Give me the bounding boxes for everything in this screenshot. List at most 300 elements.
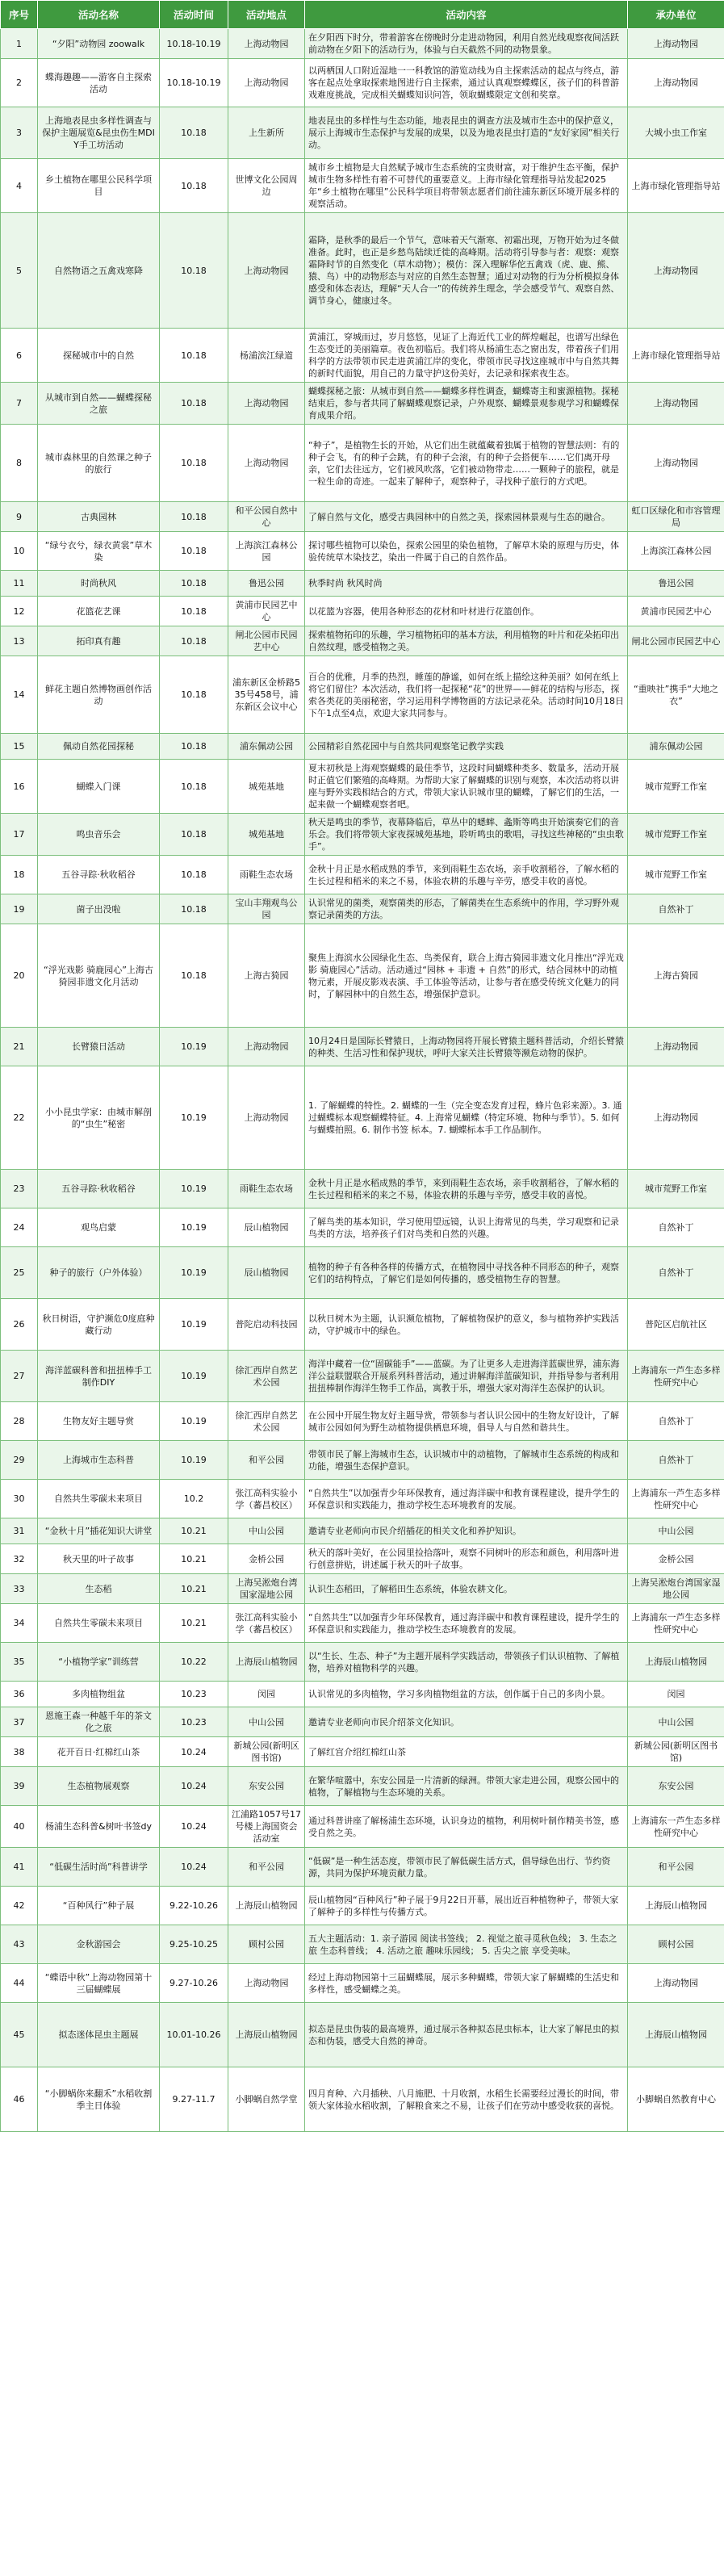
cell-activity-place: 雨鞋生态农场 xyxy=(228,856,305,894)
cell-activity-name: “夕阳”动物园 zoowalk xyxy=(38,29,160,59)
table-row xyxy=(1,734,724,760)
table-row xyxy=(1,2003,724,2067)
cell-activity-name: 自然共生零碳未来项目 xyxy=(38,1480,160,1518)
cell-index: 12 xyxy=(1,597,38,626)
cell-index: 28 xyxy=(1,1402,38,1441)
cell-activity-place: 鲁迅公园 xyxy=(228,571,305,597)
cell-activity-time: 10.18 xyxy=(160,760,228,814)
header-time: 活动时间 xyxy=(160,1,228,29)
cell-activity-time: 10.19 xyxy=(160,1441,228,1480)
table-row xyxy=(1,1066,724,1170)
cell-activity-place: 中山公园 xyxy=(228,1707,305,1737)
cell-index: 31 xyxy=(1,1518,38,1544)
cell-activity-name: 小小昆虫学家：由城市解剖的“虫生”秘密 xyxy=(38,1066,160,1170)
cell-organizer: 城市荒野工作室 xyxy=(628,814,724,856)
cell-activity-content: 秋天的落叶美好，在公园里捡拾落叶，观察不同树叶的形态和颜色，利用落叶进行创意拼贴，讲述属于秋天的叶子故事。 xyxy=(305,1544,628,1574)
cell-organizer: 城市荒野工作室 xyxy=(628,1170,724,1208)
cell-index: 46 xyxy=(1,2067,38,2132)
cell-activity-name: 拓印真有趣 xyxy=(38,626,160,656)
cell-index: 40 xyxy=(1,1806,38,1848)
cell-organizer: 黄浦市民园艺中心 xyxy=(628,597,724,626)
cell-activity-place: 宝山丰翔观鸟公园 xyxy=(228,894,305,924)
cell-activity-time: 10.18-10.19 xyxy=(160,59,228,107)
cell-activity-content: 10月24日是国际长臂猿日，上海动物园将开展长臂猿主题科普活动，介绍长臂猿的种类、生活习性和保护现状，呼吁大家关注长臂猿等濒危动物的保护。 xyxy=(305,1028,628,1066)
cell-index: 44 xyxy=(1,1964,38,2003)
cell-activity-place: 顾村公园 xyxy=(228,1925,305,1964)
table-row xyxy=(1,329,724,383)
table-row xyxy=(1,1848,724,1887)
table-row xyxy=(1,1170,724,1208)
table-row xyxy=(1,502,724,532)
cell-index: 19 xyxy=(1,894,38,924)
cell-activity-time: 10.18 xyxy=(160,597,228,626)
table-row xyxy=(1,894,724,924)
cell-activity-name: 观鸟启蒙 xyxy=(38,1208,160,1247)
cell-activity-name: 五谷寻踪·秋收稻谷 xyxy=(38,1170,160,1208)
cell-activity-content: 1. 了解蝴蝶的特性。2. 蝴蝶的一生（完全变态发育过程，蜂片色彩来源）。3. 通过蝴蝶标本观察蝴蝶特征。4. 上海常见蝴蝶（特定环境、物种与季节）。5. 如何与蝴蝶拍照。6. 制作书签 标本。7. 蝴蝶标本手工作品制作。 xyxy=(305,1066,628,1170)
cell-activity-content: 邀请专业老师向市民介绍茶文化知识。 xyxy=(305,1707,628,1737)
table-row xyxy=(1,425,724,502)
cell-activity-content: 植物的种子有各种各样的传播方式，在植物园中寻找各种不同形态的种子，观察它们的结构特点，了解它们是如何传播的，感受植物生存的智慧。 xyxy=(305,1247,628,1299)
cell-activity-content: 经过上海动物园第十三届蝴蝶展，展示多种蝴蝶，带领大家了解蝴蝶的生活史和多样性，感受蝴蝶之美。 xyxy=(305,1964,628,2003)
cell-organizer: 上海古猗园 xyxy=(628,924,724,1028)
cell-activity-place: 张江高科实验小学（蕃昌校区） xyxy=(228,1604,305,1643)
cell-organizer: 上海动物园 xyxy=(628,59,724,107)
cell-activity-time: 10.21 xyxy=(160,1544,228,1574)
cell-activity-name: 自然物语之五禽戏寒降 xyxy=(38,213,160,329)
cell-activity-content: 公园精彩自然花园中与自然共同观察笔记教学实践 xyxy=(305,734,628,760)
cell-activity-name: “浮光戏影 骑鹿园心”上海古猗园非遗文化月活动 xyxy=(38,924,160,1028)
cell-activity-place: 上生新所 xyxy=(228,107,305,159)
cell-index: 43 xyxy=(1,1925,38,1964)
cell-index: 20 xyxy=(1,924,38,1028)
cell-organizer: 上海动物园 xyxy=(628,383,724,425)
cell-activity-content: 聚焦上海滨水公园绿化生态、鸟类保育，联合上海古猗园非遗文化月推出“浮光戏影 骑鹿园心”活动。活动通过“园林 + 非遗 + 自然”的形式，结合园林中的动植物元素，开展皮影戏表演、手工体验等活动，让参与者在感受传统文化魅力的同时，了解园林中的自然生态，增强保护意识。 xyxy=(305,924,628,1028)
cell-index: 1 xyxy=(1,29,38,59)
cell-activity-name: 种子的旅行（户外体验） xyxy=(38,1247,160,1299)
table-row xyxy=(1,1247,724,1299)
cell-activity-name: “蝶语中秋”上海动物园第十三届蝴蝶展 xyxy=(38,1964,160,2003)
cell-organizer: 上海动物园 xyxy=(628,425,724,502)
cell-index: 7 xyxy=(1,383,38,425)
cell-activity-place: 辰山植物园 xyxy=(228,1247,305,1299)
cell-activity-time: 10.21 xyxy=(160,1518,228,1544)
cell-activity-content: 五大主题活动：1. 亲子游园 阅读书签线； 2. 视觉之旅寻觅秋色线； 3. 生态之旅 生态科普线； 4. 活动之旅 趣味乐园线； 5. 舌尖之旅 享受美味。 xyxy=(305,1925,628,1964)
cell-organizer: 上海动物园 xyxy=(628,213,724,329)
cell-index: 24 xyxy=(1,1208,38,1247)
cell-activity-content: 黄浦江，穿城而过，岁月悠悠，见证了上海近代工业的辉煌崛起，也谱写出绿色生态变迁的美丽篇章。夜色初临后。我们将从杨浦生态之窗出发，带着孩子们用科学的方法带领市民走进黄浦江岸的变化，带领市民寻找这座城市中与自然共舞的新时代面貌，用自己的力量守护这份美好，去记录和探索夜生态。 xyxy=(305,329,628,383)
cell-activity-place: 上海动物园 xyxy=(228,383,305,425)
cell-activity-content: “自然共生”以加强青少年环保教育，通过海洋碳中和教育课程建设，提升学生的环保意识和实践能力，推动学校生态环境教育的发展。 xyxy=(305,1480,628,1518)
table-row xyxy=(1,29,724,59)
cell-activity-name: 从城市到自然——蝴蝶探秘之旅 xyxy=(38,383,160,425)
cell-activity-place: 世博文化公园周边 xyxy=(228,159,305,213)
cell-activity-time: 10.19 xyxy=(160,1299,228,1351)
table-header-row xyxy=(1,1,724,29)
cell-index: 37 xyxy=(1,1707,38,1737)
cell-activity-content: 四月育种、六月插秧、八月施肥、十月收割，水稻生长需要经过漫长的时间，带领大家体验水稻收割，了解粮食来之不易，让孩子们在劳动中感受收获的喜悦。 xyxy=(305,2067,628,2132)
cell-activity-name: “金秋十月”插花知识大讲堂 xyxy=(38,1518,160,1544)
cell-organizer: 城市荒野工作室 xyxy=(628,760,724,814)
table-row xyxy=(1,1480,724,1518)
cell-activity-place: 闸北公园市民园艺中心 xyxy=(228,626,305,656)
table-row xyxy=(1,814,724,856)
cell-organizer: 小脚蜗自然教育中心 xyxy=(628,2067,724,2132)
cell-activity-content: 辰山植物园“百种风行”种子展于9月22日开幕，展出近百种植物种子，带领大家了解种子的多样性与传播方式。 xyxy=(305,1887,628,1925)
table-row xyxy=(1,1351,724,1402)
table-row xyxy=(1,597,724,626)
table-row xyxy=(1,107,724,159)
cell-organizer: 上海吴淞炮台湾国家湿地公园 xyxy=(628,1574,724,1604)
cell-activity-time: 9.27-10.26 xyxy=(160,1964,228,2003)
cell-activity-name: 乡土植物在哪里公民科学项目 xyxy=(38,159,160,213)
cell-activity-place: 上海滨江森林公园 xyxy=(228,532,305,571)
cell-index: 8 xyxy=(1,425,38,502)
cell-activity-content: 百合的优雅，月季的热烈，睡莲的静谧，如何在纸上描绘这种美丽？如何在纸上将它们留住？本次活动，我们将一起探秘“花”的世界——鲜花的结构与形态，探索各类花的美丽秘密，学习运用科学博物画的方法记录花朵。活动时间10月18日下午1点至4点，欢迎大家共同参与。 xyxy=(305,656,628,734)
cell-index: 45 xyxy=(1,2003,38,2067)
cell-activity-content: 认识常见的多肉植物，学习多肉植物组盆的方法，创作属于自己的多肉小景。 xyxy=(305,1682,628,1707)
cell-activity-time: 10.19 xyxy=(160,1170,228,1208)
cell-activity-place: 和平公园自然中心 xyxy=(228,502,305,532)
cell-activity-place: 城苑基地 xyxy=(228,760,305,814)
cell-activity-name: 金秋游园会 xyxy=(38,1925,160,1964)
table-row xyxy=(1,159,724,213)
cell-activity-time: 10.18 xyxy=(160,383,228,425)
cell-activity-place: 徐汇西岸自然艺术公园 xyxy=(228,1402,305,1441)
cell-index: 17 xyxy=(1,814,38,856)
cell-activity-name: 海洋蓝碳科普和扭扭棒手工制作DIY xyxy=(38,1351,160,1402)
cell-activity-place: 浦东新区金桥路535号458号，浦东新区会议中心 xyxy=(228,656,305,734)
cell-index: 33 xyxy=(1,1574,38,1604)
cell-activity-name: 多肉植物组盆 xyxy=(38,1682,160,1707)
table-row xyxy=(1,1682,724,1707)
cell-activity-place: 江浦路1057号17号楼上海国资会活动室 xyxy=(228,1806,305,1848)
cell-activity-place: 东安公园 xyxy=(228,1767,305,1806)
cell-activity-time: 10.18 xyxy=(160,626,228,656)
cell-organizer: 自然补丁 xyxy=(628,1441,724,1480)
cell-activity-content: 海洋中藏着一位“固碳能手”——蓝碳。为了让更多人走进海洋蓝碳世界，浦东海洋公益联盟联合开展系列科普活动，通过讲解海洋蓝碳知识，并指导参与者利用扭扭棒制作海洋生物手工作品，寓教于乐，增强大家对海洋生态保护的认识。 xyxy=(305,1351,628,1402)
cell-activity-name: 古典园林 xyxy=(38,502,160,532)
cell-index: 38 xyxy=(1,1737,38,1767)
cell-activity-name: 自然共生零碳未来项目 xyxy=(38,1604,160,1643)
cell-index: 35 xyxy=(1,1643,38,1682)
table-row xyxy=(1,2067,724,2132)
table-row xyxy=(1,383,724,425)
cell-activity-name: 时尚秋风 xyxy=(38,571,160,597)
cell-activity-name: 生态植物展观察 xyxy=(38,1767,160,1806)
cell-activity-place: 上海古猗园 xyxy=(228,924,305,1028)
cell-activity-time: 10.18 xyxy=(160,502,228,532)
cell-activity-content: 霜降，是秋季的最后一个节气，意味着天气渐寒、初霜出现，万物开始为过冬做准备。此时，也正是乡愁鸟陆续迁徙的高峰期。活动将引导参与者：观察：观察霜降时节的自然变化（草木动物）；模仿：深入理解华佗五禽戏（虎、鹿、熊、猿、鸟）中的动物形态与对应的自然生态智慧；通过对动物的行为分析模拟身体感受和体态表达，理解“天人合一”的传统养生理念，学会感受节气、观察自然、调节身心，健康过冬。 xyxy=(305,213,628,329)
cell-organizer: “重映社”携手“大地之衣” xyxy=(628,656,724,734)
cell-index: 34 xyxy=(1,1604,38,1643)
cell-activity-content: 以两栖国人口附近湿地一一科教馆的游览动线为自主探索活动的起点与终点，游客在起点处拿取探索地图进行自主探索，通过认真观察蝶蝶区，孩子们的科普游戏难度挑战，完成相关蝴蝶知识问答，领取蝴蝶限定文创和奖章。 xyxy=(305,59,628,107)
cell-activity-place: 普陀启动科技园 xyxy=(228,1299,305,1351)
cell-index: 39 xyxy=(1,1767,38,1806)
cell-organizer: 中山公园 xyxy=(628,1707,724,1737)
cell-activity-name: 杨浦生态科普&树叶书签dy xyxy=(38,1806,160,1848)
table-row xyxy=(1,1574,724,1604)
table-row xyxy=(1,1737,724,1767)
cell-index: 6 xyxy=(1,329,38,383)
cell-organizer: 上海浦东一芦生态多样性研究中心 xyxy=(628,1351,724,1402)
cell-activity-name: “绿兮衣兮，绿衣黄裳”草木染 xyxy=(38,532,160,571)
cell-index: 18 xyxy=(1,856,38,894)
cell-activity-name: 生物友好主题导赏 xyxy=(38,1402,160,1441)
table-row xyxy=(1,1767,724,1806)
cell-activity-time: 10.23 xyxy=(160,1682,228,1707)
cell-activity-place: 和平公园 xyxy=(228,1441,305,1480)
cell-activity-content: 探索植物拓印的乐趣，学习植物拓印的基本方法，利用植物的叶片和花朵拓印出自然纹理，感受植物之美。 xyxy=(305,626,628,656)
cell-activity-content: 在繁华喧嚣中，东安公园是一片清新的绿洲。带领大家走进公园，观察公园中的植物，了解植物与生态环境的关系。 xyxy=(305,1767,628,1806)
cell-activity-content: 夏末初秋是上海观察蝴蝶的最佳季节，这段时间蝴蝶种类多、数量多，活动开展时正值它们繁殖的高峰期。为帮助大家了解蝴蝶的识别与观察，本次活动将以讲座与野外实践相结合的方式，带领大家认识城市里的蝴蝶，了解它们的生活，一起来做一个蝴蝶观察者吧。 xyxy=(305,760,628,814)
header-content: 活动内容 xyxy=(305,1,628,29)
cell-activity-place: 辰山植物园 xyxy=(228,1208,305,1247)
cell-activity-time: 10.18 xyxy=(160,856,228,894)
cell-activity-place: 小脚蜗自然学堂 xyxy=(228,2067,305,2132)
table-row xyxy=(1,571,724,597)
cell-activity-place: 中山公园 xyxy=(228,1518,305,1544)
cell-activity-place: 黄浦市民园艺中心 xyxy=(228,597,305,626)
table-row xyxy=(1,1028,724,1066)
cell-index: 9 xyxy=(1,502,38,532)
cell-activity-content: 地表昆虫的多样性与生态功能，地表昆虫的调查方法及城市生态中的保护意义，展示上海城市生态保护与发展的成果，以及为地表昆虫打造的“友好家园”相关行动。 xyxy=(305,107,628,159)
cell-activity-name: 花篮花艺课 xyxy=(38,597,160,626)
cell-activity-name: “小植物学家”训练营 xyxy=(38,1643,160,1682)
cell-activity-place: 上海动物园 xyxy=(228,1028,305,1066)
cell-organizer: 上海滨江森林公园 xyxy=(628,532,724,571)
cell-index: 27 xyxy=(1,1351,38,1402)
cell-organizer: 和平公园 xyxy=(628,1848,724,1887)
cell-activity-name: 蝴蝶入门课 xyxy=(38,760,160,814)
cell-activity-time: 10.18 xyxy=(160,924,228,1028)
cell-activity-content: 邀请专业老师向市民介绍插花的相关文化和养护知识。 xyxy=(305,1518,628,1544)
cell-activity-time: 10.18-10.19 xyxy=(160,29,228,59)
cell-activity-content: 了解红宫介绍红棉红山茶 xyxy=(305,1737,628,1767)
cell-organizer: 上海辰山植物园 xyxy=(628,1887,724,1925)
cell-organizer: 大城小虫工作室 xyxy=(628,107,724,159)
cell-activity-name: 拟态迷体昆虫主题展 xyxy=(38,2003,160,2067)
cell-activity-time: 10.18 xyxy=(160,656,228,734)
cell-activity-name: 秋日树语，守护濒危0度庭种藏行动 xyxy=(38,1299,160,1351)
table-row xyxy=(1,1707,724,1737)
cell-activity-name: 生态稻 xyxy=(38,1574,160,1604)
cell-activity-time: 10.19 xyxy=(160,1208,228,1247)
cell-index: 15 xyxy=(1,734,38,760)
cell-activity-place: 杨浦滨江绿道 xyxy=(228,329,305,383)
cell-activity-name: 花开百日·红棉红山茶 xyxy=(38,1737,160,1767)
cell-activity-time: 9.25-10.25 xyxy=(160,1925,228,1964)
cell-index: 21 xyxy=(1,1028,38,1066)
cell-activity-time: 10.24 xyxy=(160,1737,228,1767)
cell-activity-time: 10.18 xyxy=(160,425,228,502)
cell-activity-place: 上海动物园 xyxy=(228,1066,305,1170)
cell-index: 32 xyxy=(1,1544,38,1574)
cell-activity-place: 上海动物园 xyxy=(228,213,305,329)
cell-activity-content: 了解自然与文化，感受古典园林中的自然之美，探索园林景观与生态的融合。 xyxy=(305,502,628,532)
cell-organizer: 中山公园 xyxy=(628,1518,724,1544)
cell-index: 29 xyxy=(1,1441,38,1480)
cell-organizer: 上海动物园 xyxy=(628,29,724,59)
cell-activity-time: 10.18 xyxy=(160,571,228,597)
cell-activity-time: 10.24 xyxy=(160,1848,228,1887)
cell-organizer: 城市荒野工作室 xyxy=(628,856,724,894)
cell-organizer: 虹口区绿化和市容管理局 xyxy=(628,502,724,532)
cell-index: 30 xyxy=(1,1480,38,1518)
cell-activity-place: 上海动物园 xyxy=(228,1964,305,2003)
cell-activity-name: 鲜花主题自然博物画创作活动 xyxy=(38,656,160,734)
cell-organizer: 上海浦东一芦生态多样性研究中心 xyxy=(628,1604,724,1643)
cell-organizer: 自然补丁 xyxy=(628,1247,724,1299)
cell-activity-time: 10.23 xyxy=(160,1707,228,1737)
cell-organizer: 上海动物园 xyxy=(628,1028,724,1066)
cell-activity-place: 上海动物园 xyxy=(228,29,305,59)
cell-activity-name: 佩动自然花园探秘 xyxy=(38,734,160,760)
cell-activity-name: “小脚蜗你来翻禾”水稻收割季主日体验 xyxy=(38,2067,160,2132)
cell-organizer: 上海市绿化管理指导站 xyxy=(628,329,724,383)
cell-activity-place: 和平公园 xyxy=(228,1848,305,1887)
table-row xyxy=(1,656,724,734)
cell-activity-place: 城苑基地 xyxy=(228,814,305,856)
cell-activity-time: 10.19 xyxy=(160,1066,228,1170)
cell-index: 41 xyxy=(1,1848,38,1887)
cell-activity-name: 蝶海趣趣——游客自主探索活动 xyxy=(38,59,160,107)
cell-activity-content: 认识生态稻田，了解稻田生态系统，体验农耕文化。 xyxy=(305,1574,628,1604)
cell-index: 26 xyxy=(1,1299,38,1351)
table-row xyxy=(1,1604,724,1643)
cell-activity-name: 上海城市生态科普 xyxy=(38,1441,160,1480)
cell-organizer: 浦东佩动公园 xyxy=(628,734,724,760)
table-row xyxy=(1,1643,724,1682)
cell-organizer: 鲁迅公园 xyxy=(628,571,724,597)
cell-activity-time: 10.24 xyxy=(160,1806,228,1848)
cell-activity-content: “种子”，是植物生长的开始，从它们出生就蕴藏着独属于植物的智慧法则：有的种子会飞，有的种子会跳，有的种子会滚，有的种子会搭便车……它们离开母亲，它们去往远方，它们被风吹落，它们被动物带走……一颗种子的旅程，就是一粒生命的奇迹。一起来了解种子，观察种子，寻找种子旅行的方式吧。 xyxy=(305,425,628,502)
table-row xyxy=(1,1925,724,1964)
table-row xyxy=(1,924,724,1028)
cell-activity-time: 10.19 xyxy=(160,1351,228,1402)
cell-organizer: 上海浦东一芦生态多样性研究中心 xyxy=(628,1806,724,1848)
cell-organizer: 东安公园 xyxy=(628,1767,724,1806)
cell-activity-place: 上海动物园 xyxy=(228,59,305,107)
cell-activity-time: 10.2 xyxy=(160,1480,228,1518)
cell-activity-content: 以“生长、生态、种子”为主题开展科学实践活动，带领孩子们认识植物、了解植物，培养对植物科学的兴趣。 xyxy=(305,1643,628,1682)
cell-activity-content: 带领市民了解上海城市生态，认识城市中的动植物，了解城市生态系统的构成和功能，增强生态保护意识。 xyxy=(305,1441,628,1480)
table-row xyxy=(1,1887,724,1925)
cell-index: 36 xyxy=(1,1682,38,1707)
cell-activity-time: 10.18 xyxy=(160,894,228,924)
cell-activity-name: 恩施王森一种越千年的茶文化之旅 xyxy=(38,1707,160,1737)
cell-index: 25 xyxy=(1,1247,38,1299)
cell-index: 23 xyxy=(1,1170,38,1208)
cell-activity-content: 通过科普讲座了解杨浦生态环境，认识身边的植物，利用树叶制作精美书签，感受自然之美。 xyxy=(305,1806,628,1848)
cell-activity-content: 以花篮为容器，使用各种形态的花材和叶材进行花篮创作。 xyxy=(305,597,628,626)
cell-activity-time: 10.24 xyxy=(160,1767,228,1806)
cell-organizer: 上海动物园 xyxy=(628,1964,724,2003)
cell-activity-content: “低碳”是一种生活态度，带领市民了解低碳生活方式，倡导绿色出行、节约资源，共同为保护环境贡献力量。 xyxy=(305,1848,628,1887)
cell-activity-time: 10.22 xyxy=(160,1643,228,1682)
header-place: 活动地点 xyxy=(228,1,305,29)
cell-activity-content: 城市乡土植物是大自然赋予城市生态系统的宝贵财富，对于维护生态平衡，保护城市生物多样性有着不可替代的重要意义。上海市绿化管理指导站发起2025年“乡土植物在哪里”公民科学项目将带领志愿者们前往浦东新区环境开展多样的观察活动。 xyxy=(305,159,628,213)
cell-activity-name: 探秘城市中的自然 xyxy=(38,329,160,383)
cell-activity-name: 秋天里的叶子故事 xyxy=(38,1544,160,1574)
cell-organizer: 金桥公园 xyxy=(628,1544,724,1574)
cell-organizer: 自然补丁 xyxy=(628,1208,724,1247)
cell-activity-time: 10.19 xyxy=(160,1028,228,1066)
cell-activity-place: 雨鞋生态农场 xyxy=(228,1170,305,1208)
cell-activity-content: “自然共生”以加强青少年环保教育，通过海洋碳中和教育课程建设，提升学生的环保意识和实践能力，推动学校生态环境教育的发展。 xyxy=(305,1604,628,1643)
cell-index: 14 xyxy=(1,656,38,734)
cell-organizer: 自然补丁 xyxy=(628,1402,724,1441)
cell-activity-time: 10.19 xyxy=(160,1402,228,1441)
cell-activity-place: 金桥公园 xyxy=(228,1544,305,1574)
cell-index: 4 xyxy=(1,159,38,213)
cell-activity-place: 浦东佩动公园 xyxy=(228,734,305,760)
cell-activity-time: 10.21 xyxy=(160,1574,228,1604)
table-row xyxy=(1,856,724,894)
cell-activity-content: 认识常见的菌类，观察菌类的形态，了解菌类在生态系统中的作用，学习野外观察记录菌类的方法。 xyxy=(305,894,628,924)
cell-activity-place: 徐汇西岸自然艺术公园 xyxy=(228,1351,305,1402)
cell-activity-content: 在夕阳西下时分，带着游客在傍晚时分走进动物园，利用自然光线观察夜间活跃前动物在夕阳下的活动行为，体验与白天截然不同的动物景象。 xyxy=(305,29,628,59)
cell-activity-name: 长臂猿日活动 xyxy=(38,1028,160,1066)
cell-organizer: 闵园 xyxy=(628,1682,724,1707)
cell-index: 10 xyxy=(1,532,38,571)
cell-activity-name: 城市森林里的自然课之种子的旅行 xyxy=(38,425,160,502)
cell-organizer: 自然补丁 xyxy=(628,894,724,924)
table-row xyxy=(1,1441,724,1480)
cell-activity-content: 秋天是鸣虫的季节，夜幕降临后，草丛中的蟋蟀、螽斯等鸣虫开始演奏它们的音乐会。我们将带领大家夜探城苑基地，聆听鸣虫的歌唱，寻找这些神秘的“虫虫歌手”。 xyxy=(305,814,628,856)
cell-activity-time: 10.18 xyxy=(160,532,228,571)
cell-organizer: 新城公园(新明区图书馆) xyxy=(628,1737,724,1767)
cell-activity-content: 拟态是昆虫伪装的最高境界，通过展示各种拟态昆虫标本，让大家了解昆虫的拟态和伪装，感受大自然的神奇。 xyxy=(305,2003,628,2067)
cell-index: 3 xyxy=(1,107,38,159)
table-row xyxy=(1,532,724,571)
table-row xyxy=(1,1518,724,1544)
table-row xyxy=(1,1806,724,1848)
cell-index: 16 xyxy=(1,760,38,814)
header-idx: 序号 xyxy=(1,1,38,29)
cell-activity-name: 鸣虫音乐会 xyxy=(38,814,160,856)
table-row xyxy=(1,59,724,107)
cell-activity-place: 新城公园(新明区图书馆) xyxy=(228,1737,305,1767)
cell-organizer: 上海辰山植物园 xyxy=(628,2003,724,2067)
cell-activity-time: 10.18 xyxy=(160,213,228,329)
cell-index: 42 xyxy=(1,1887,38,1925)
cell-activity-time: 10.01-10.26 xyxy=(160,2003,228,2067)
cell-activity-name: 五谷寻踪·秋收稻谷 xyxy=(38,856,160,894)
table-row xyxy=(1,1208,724,1247)
table-row xyxy=(1,760,724,814)
cell-activity-content: 秋季时尚 秋风时尚 xyxy=(305,571,628,597)
cell-activity-content: 金秋十月正是水稻成熟的季节，来到雨鞋生态农场，亲手收割稻谷，了解水稻的生长过程和稻米的来之不易，体验农耕的乐趣与辛劳，感受丰收的喜悦。 xyxy=(305,1170,628,1208)
cell-organizer: 普陀区启航社区 xyxy=(628,1299,724,1351)
cell-activity-time: 9.27-11.7 xyxy=(160,2067,228,2132)
table-row xyxy=(1,1402,724,1441)
table-row xyxy=(1,1964,724,2003)
cell-activity-content: 了解鸟类的基本知识，学习使用望远镜，认识上海常见的鸟类，学习观察和记录鸟类的方法，培养孩子们对鸟类和自然的兴趣。 xyxy=(305,1208,628,1247)
cell-organizer: 上海辰山植物园 xyxy=(628,1643,724,1682)
cell-index: 2 xyxy=(1,59,38,107)
cell-activity-name: 菌子出没啦 xyxy=(38,894,160,924)
table-row xyxy=(1,213,724,329)
table-row xyxy=(1,626,724,656)
cell-activity-place: 上海辰山植物园 xyxy=(228,1643,305,1682)
table-row xyxy=(1,1299,724,1351)
cell-activity-content: 在公园中开展生物友好主题导赏，带领参与者认识公园中的生物友好设计，了解城市公园如何为野生动植物提供栖息环境，倡导人与自然和谐共生。 xyxy=(305,1402,628,1441)
header-org: 承办单位 xyxy=(628,1,724,29)
cell-activity-content: 蝴蝶探秘之旅：从城市到自然——蝴蝶多样性调查，蝴蝶寄主和蜜源植物。探秘结束后，参与者共同了解蝴蝶观察记录，户外观察、蝴蝶景观参观学习和蝴蝶保育成果介绍。 xyxy=(305,383,628,425)
cell-activity-time: 9.22-10.26 xyxy=(160,1887,228,1925)
cell-activity-time: 10.18 xyxy=(160,814,228,856)
